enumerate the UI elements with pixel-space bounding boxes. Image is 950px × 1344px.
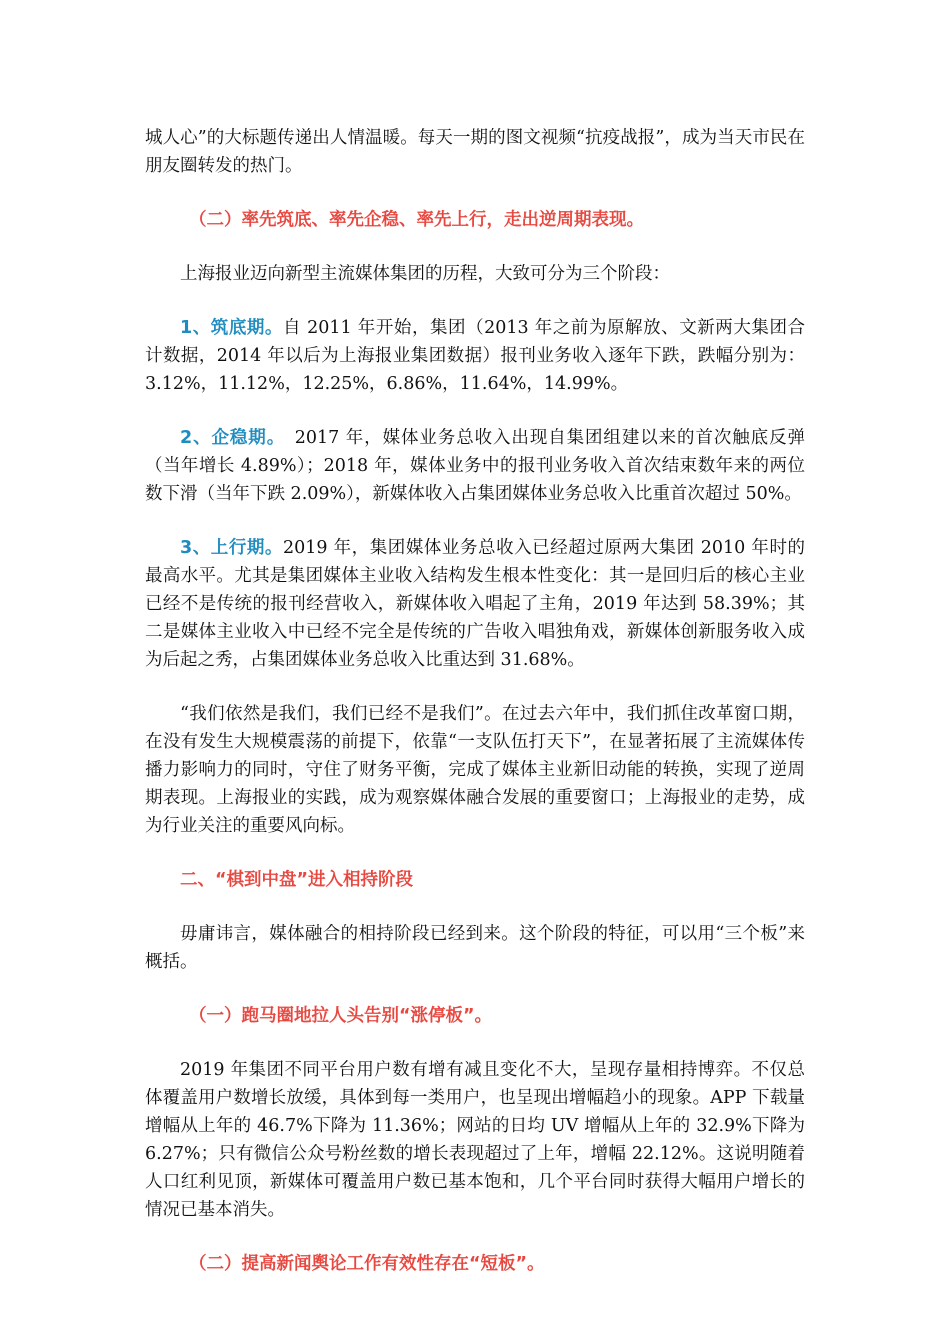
stage-1-lead: 1、筑底期。 [180, 318, 283, 338]
paragraph-three-stages: 上海报业迈向新型主流媒体集团的历程，大致可分为三个阶段： [180, 264, 670, 284]
paragraph-still-us: “我们依然是我们，我们已经不是我们”。在过去六年中，我们抓住改革窗口期，在没有发生大规模震荡的前提下，依靠“一支队伍打天下”，在显著拓展了主流媒体传播力影响力的同时，守住了财务平衡，完成了媒体主业新旧动能的转换，实现了逆周期表现。上海报业的实践，成为观察媒体融合发展的重要窗口；上海报业的走势，成为行业关注的重要风向标。 [145, 704, 805, 836]
document-body [145, 124, 805, 1278]
spacer [145, 1030, 805, 1056]
spacer [145, 840, 805, 866]
stage-3-lead: 3、上行期。 [180, 538, 283, 558]
spacer [145, 894, 805, 920]
spacer [145, 976, 805, 1002]
spacer [145, 508, 805, 534]
subheading-limit-up: （一）跑马圈地拉人头告别“涨停板”。 [189, 1006, 493, 1026]
paragraph-stage-1 [145, 314, 805, 398]
spacer [145, 180, 805, 206]
subheading-bottoming-out: （二）率先筑底、率先企稳、率先上行，走出逆周期表现。 [189, 210, 644, 230]
subheading-short-board: （二）提高新闻舆论工作有效性存在“短板”。 [189, 1254, 545, 1274]
paragraph-stage-2 [145, 424, 805, 508]
stage-3-text: 2019 年，集团媒体业务总收入已经超过原两大集团 2010 年时的最高水平。尤其是集团媒体主业收入结构发生根本性变化：其一是回归后的核心主业已经不是传统的报刊经营收入，新媒体收入唱起了主角，2019 年达到 58.39%；其二是媒体主业收入中已经不完全是传统的广告收入唱独角戏，新媒体创新服务收入成为后起之秀，占集团媒体业务总收入比重达到 31.68%。 [145, 538, 805, 670]
stage-2-text: 2017 年，媒体业务总收入出现自集团组建以来的首次触底反弹（当年增长 4.89%）；2018 年，媒体业务中的报刊业务收入首次结束数年来的两位数下滑（当年下跌 2.09%），新媒体收入占集团媒体业务总收入比重首次超过 50%。 [145, 428, 805, 504]
paragraph-three-boards: 毋庸讳言，媒体融合的相持阶段已经到来。这个阶段的特征，可以用“三个板”来概括。 [145, 924, 805, 972]
heading-stalemate-stage: 二、“棋到中盘”进入相持阶段 [180, 870, 414, 890]
paragraph-intro-continued: 城人心”的大标题传递出人情温暖。每天一期的图文视频“抗疫战报”，成为当天市民在朋友圈转发的热门。 [145, 128, 805, 176]
paragraph-stage-3 [145, 534, 805, 674]
stage-1-text: 自 2011 年开始，集团（2013 年之前为原解放、文新两大集团合计数据，2014 年以后为上海报业集团数据）报刊业务收入逐年下跌，跌幅分别为：3.12%，11.12%，12.25%，6.86%，11.64%，14.99%。 [145, 318, 805, 394]
spacer [145, 398, 805, 424]
spacer [145, 288, 805, 314]
spacer [145, 674, 805, 700]
paragraph-user-growth: 2019 年集团不同平台用户数有增有减且变化不大，呈现存量相持博弈。不仅总体覆盖用户数增长放缓，具体到每一类用户，也呈现出增幅趋小的现象。APP 下载量增幅从上年的 46.7%下降为 11.36%；网站的日均 UV 增幅从上年的 32.9%下降为 6.27%；只有微信公众号粉丝数的增长表现超过了上年，增幅 22.12%。这说明随着人口红利见顶，新媒体可覆盖用户数已基本饱和，几个平台同时获得大幅用户增长的情况已基本消失。 [145, 1060, 805, 1220]
stage-2-lead: 2、企稳期。 [180, 428, 277, 448]
spacer [145, 1224, 805, 1250]
spacer [145, 234, 805, 260]
